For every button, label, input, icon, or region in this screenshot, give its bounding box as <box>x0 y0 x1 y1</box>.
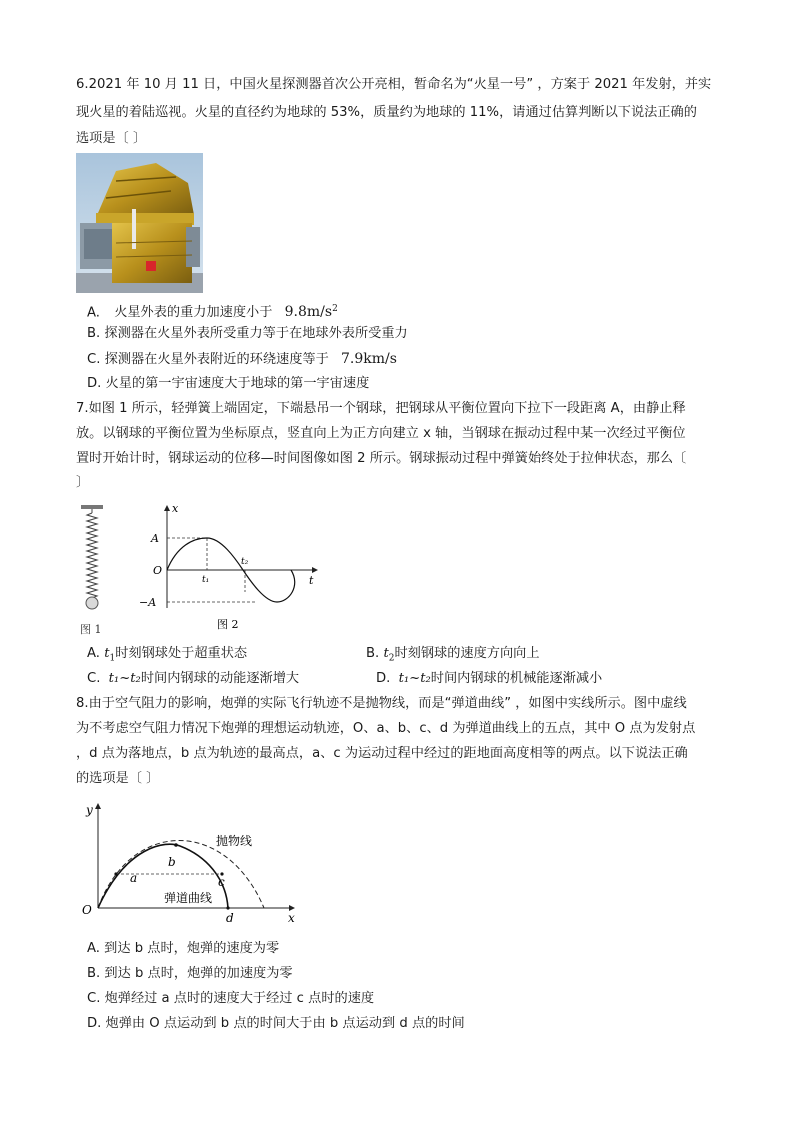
q7-option-c-prefix: C. <box>87 671 101 686</box>
ballistic-label: 弹道曲线 <box>164 891 213 905</box>
q7-option-a[interactable] <box>87 645 247 668</box>
q6-stem-line-1: 6.2021 年 10 月 11 日，中国火星探测器首次公开亮相，暂命名为“火星一号” ，方案于 2021 年发射，并实 <box>76 77 712 92</box>
q7-figure-1 <box>76 503 116 638</box>
x-t-graph <box>135 500 325 638</box>
q6-option-c[interactable] <box>87 350 397 369</box>
q8-option-b[interactable]: B. 到达 b 点时，炮弹的加速度为零 <box>87 966 293 981</box>
q7-option-b-prefix: B. <box>366 646 380 661</box>
spring-diagram <box>76 503 116 638</box>
q6-option-a-exponent: 2 <box>332 304 338 314</box>
q8-stem-line-4: 的选项是〔 〕 <box>76 771 160 786</box>
q6-stem-line-3: 选项是〔 〕 <box>76 131 147 146</box>
q6-option-a-value: 9.8m/s <box>284 304 333 321</box>
q7-option-b[interactable] <box>366 645 540 668</box>
q6-option-a-prefix: A. <box>87 305 100 321</box>
axis-x-label: x <box>288 911 295 925</box>
q6-option-a[interactable] <box>87 300 338 322</box>
q6-option-c-value: 7.9km/s <box>340 351 397 367</box>
q7-stem-line-3: 置时开始计时，钢球运动的位移—时间图像如图 2 所示。钢球振动过程中弹簧始终处于拉伸状态，那么〔 <box>76 451 687 466</box>
axis-y-label: y <box>86 803 93 817</box>
q7-option-b-text: 时刻钢球的速度方向向上 <box>394 646 540 661</box>
q7-option-d-prefix: D. <box>376 671 391 686</box>
q6-option-d[interactable]: D. 火星的第一宇宙速度大于地球的第一宇宙速度 <box>87 376 370 391</box>
q8-option-d[interactable]: D. 炮弹由 O 点运动到 b 点的时间大于由 b 点运动到 d 点的时间 <box>87 1016 465 1031</box>
axis-x-label: x <box>172 502 179 515</box>
q8-stem-line-3: ，d 点为落地点，b 点为轨迹的最高点，a、c 为运动过程中经过的距地面高度相等的两点。以下说法正确 <box>76 746 688 761</box>
figure-1-label: 图 1 <box>80 623 102 636</box>
point-b-label: b <box>168 855 176 869</box>
q7-option-b-sub: 2 <box>388 653 395 664</box>
q7-figure-2 <box>135 500 325 638</box>
q7-option-a-sub: 1 <box>109 653 116 664</box>
q7-option-a-t: t <box>104 646 110 661</box>
point-a-label: a <box>130 871 138 885</box>
parabola-label: 抛物线 <box>216 834 253 848</box>
q7-stem-line-1: 7.如图 1 所示，轻弹簧上端固定，下端悬吊一个钢球，把钢球从平衡位置向下拉下一段距离 A，由静止释 <box>76 401 686 416</box>
q8-option-c[interactable]: C. 炮弹经过 a 点时的速度大于经过 c 点时的速度 <box>87 991 375 1006</box>
q8-trajectory-figure <box>76 798 306 926</box>
q7-option-c-range: t₁~t₂ <box>108 671 141 686</box>
q7-option-b-t: t <box>383 646 389 661</box>
q7-option-a-prefix: A. <box>87 646 100 661</box>
q8-stem-line-2: 为不考虑空气阻力情况下炮弹的理想运动轨迹，O、a、b、c、d 为弹道曲线上的五点，其中 O 点为发射点 <box>76 721 696 736</box>
mars-probe-photo <box>76 153 203 293</box>
point-o-label: O <box>82 903 92 917</box>
q6-stem-line-2: 现火星的着陆巡视。火星的直径约为地球的 53%，质量约为地球的 11%，请通过估算判断以下说法正确的 <box>76 105 697 120</box>
amplitude-positive-label: A <box>151 532 159 545</box>
q7-option-c-text: 时间内钢球的动能逐渐增大 <box>140 671 300 686</box>
point-d-label: d <box>226 911 234 925</box>
q6-option-c-text: C. 探测器在火星外表附近的环绕速度等于 <box>87 352 329 367</box>
axis-t-label: t <box>309 574 314 587</box>
q6-option-a-text: 火星外表的重力加速度小于 <box>114 305 273 321</box>
q7-option-c[interactable] <box>87 670 299 688</box>
amplitude-negative-label: −A <box>139 596 157 609</box>
q7-stem-line-2: 放。以钢球的平衡位置为坐标原点，竖直向上为正方向建立 x 轴，当钢球在振动过程中某一次经过平衡位 <box>76 426 686 441</box>
figure-2-label: 图 2 <box>217 618 239 631</box>
trajectory-diagram <box>76 798 306 926</box>
q8-option-a[interactable]: A. 到达 b 点时，炮弹的速度为零 <box>87 941 280 956</box>
point-c-label: c <box>218 875 225 889</box>
q8-stem-line-1: 8.由于空气阻力的影响，炮弹的实际飞行轨迹不是抛物线，而是“弹道曲线” ，如图中实线所示。图中虚线 <box>76 696 687 711</box>
q7-option-d[interactable] <box>376 670 602 688</box>
t1-label: t₁ <box>202 575 210 585</box>
q7-stem-line-4: 〕 <box>76 475 90 490</box>
q6-option-b[interactable]: B. 探测器在火星外表所受重力等于在地球外表所受重力 <box>87 326 408 341</box>
q7-option-a-text: 时刻钢球处于超重状态 <box>115 646 248 661</box>
q7-option-d-range: t₁~t₂ <box>398 671 431 686</box>
q7-option-d-text: 时间内钢球的机械能逐渐减小 <box>430 671 603 686</box>
t2-label: t₂ <box>241 557 249 567</box>
origin-label: O <box>153 564 163 577</box>
